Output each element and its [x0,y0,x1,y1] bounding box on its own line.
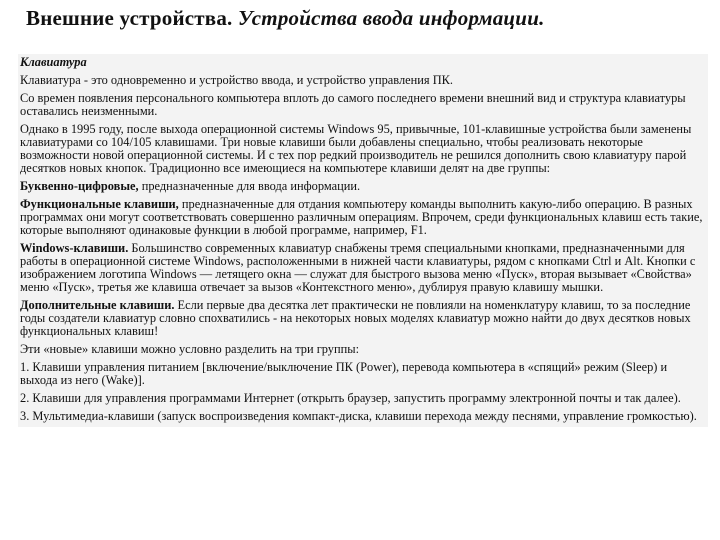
title-sub: Устройства ввода информации. [237,6,545,30]
section-heading: Клавиатура [20,55,87,69]
list-item: 3. Мультимедиа-клавиши (запуск воспроизведения компакт-диска, клавиши перехода между песнями, управление громкостью). [20,409,697,423]
term: Буквенно-цифровые, [20,179,139,193]
title-main: Внешние устройства. [26,6,233,30]
paragraph [20,299,706,338]
term: Функциональные клавиши, [20,197,179,211]
paragraph [20,198,706,237]
paragraph: Эти «новые» клавиши можно условно разделить на три группы: [20,342,360,356]
definition: предназначенные для отдания компьютеру команды выполнить какую-либо операцию. В разных программах они могут соответствовать совершенно различным операциям. Впрочем, среди функциональных клавиш есть такие, которые выполняют одинаковые функции в любой программе, например, F1. [20,197,703,237]
term: Windows-клавиши. [20,241,129,255]
document-body [18,54,708,427]
definition: Большинство современных клавиатур снабжены тремя специальными кнопками, предназначенными для работы в операционной системе Windows, расположенными в нижней части клавиатуры, рядом с кнопками Ctrl и Alt. Кнопки с изображением логотипа Windows — летящего окна — служат для быстрого вызова меню «Пуск», вторая вызывает «Свойства» меню «Пуск», третья же клавиша отвечает за вызов «Контекстного меню», дублируя правую клавишу мышки. [20,241,696,294]
paragraph [20,242,706,294]
paragraph: Со времен появления персонального компьютера вплоть до самого последнего времени внешний вид и структура клавиатуры оставались неизменными. [20,91,686,118]
definition: предназначенные для ввода информации. [138,179,361,193]
paragraph: Клавиатура - это одновременно и устройство ввода, и устройство управления ПК. [20,73,454,87]
list-item: 1. Клавиши управления питанием [включение/выключение ПК (Power), перевода компьютера в «спящий» режим (Sleep) и выхода из него (Wake)]. [20,360,668,387]
paragraph: Однако в 1995 году, после выхода операционной системы Windows 95, привычные, 101-клавишные устройства были заменены клавиатурами со 104/105 клавишами. Три новые клавиши были добавлены специально, чтобы реализовать некоторые возможности новой операционной системы. И с тех пор редкий производитель не решился дополнить свою клавиатуру парой десятков новых кнопок. Традиционно все имеющиеся на компьютере клавиши делят на две группы: [20,122,692,175]
term: Дополнительные клавиши. [20,298,175,312]
definition: Если первые два десятка лет практически не повлияли на номенклатуру клавиш, то за последние годы создатели клавиатур словно спохватились - на некоторых новых моделях клавиатур можно найти до двух десятков новых функциональных клавиш! [20,298,691,338]
list-item: 2. Клавиши для управления программами Интернет (открыть браузер, запустить программу электронной почты и так далее). [20,391,681,405]
paragraph [20,180,706,193]
slide-title [26,6,545,31]
